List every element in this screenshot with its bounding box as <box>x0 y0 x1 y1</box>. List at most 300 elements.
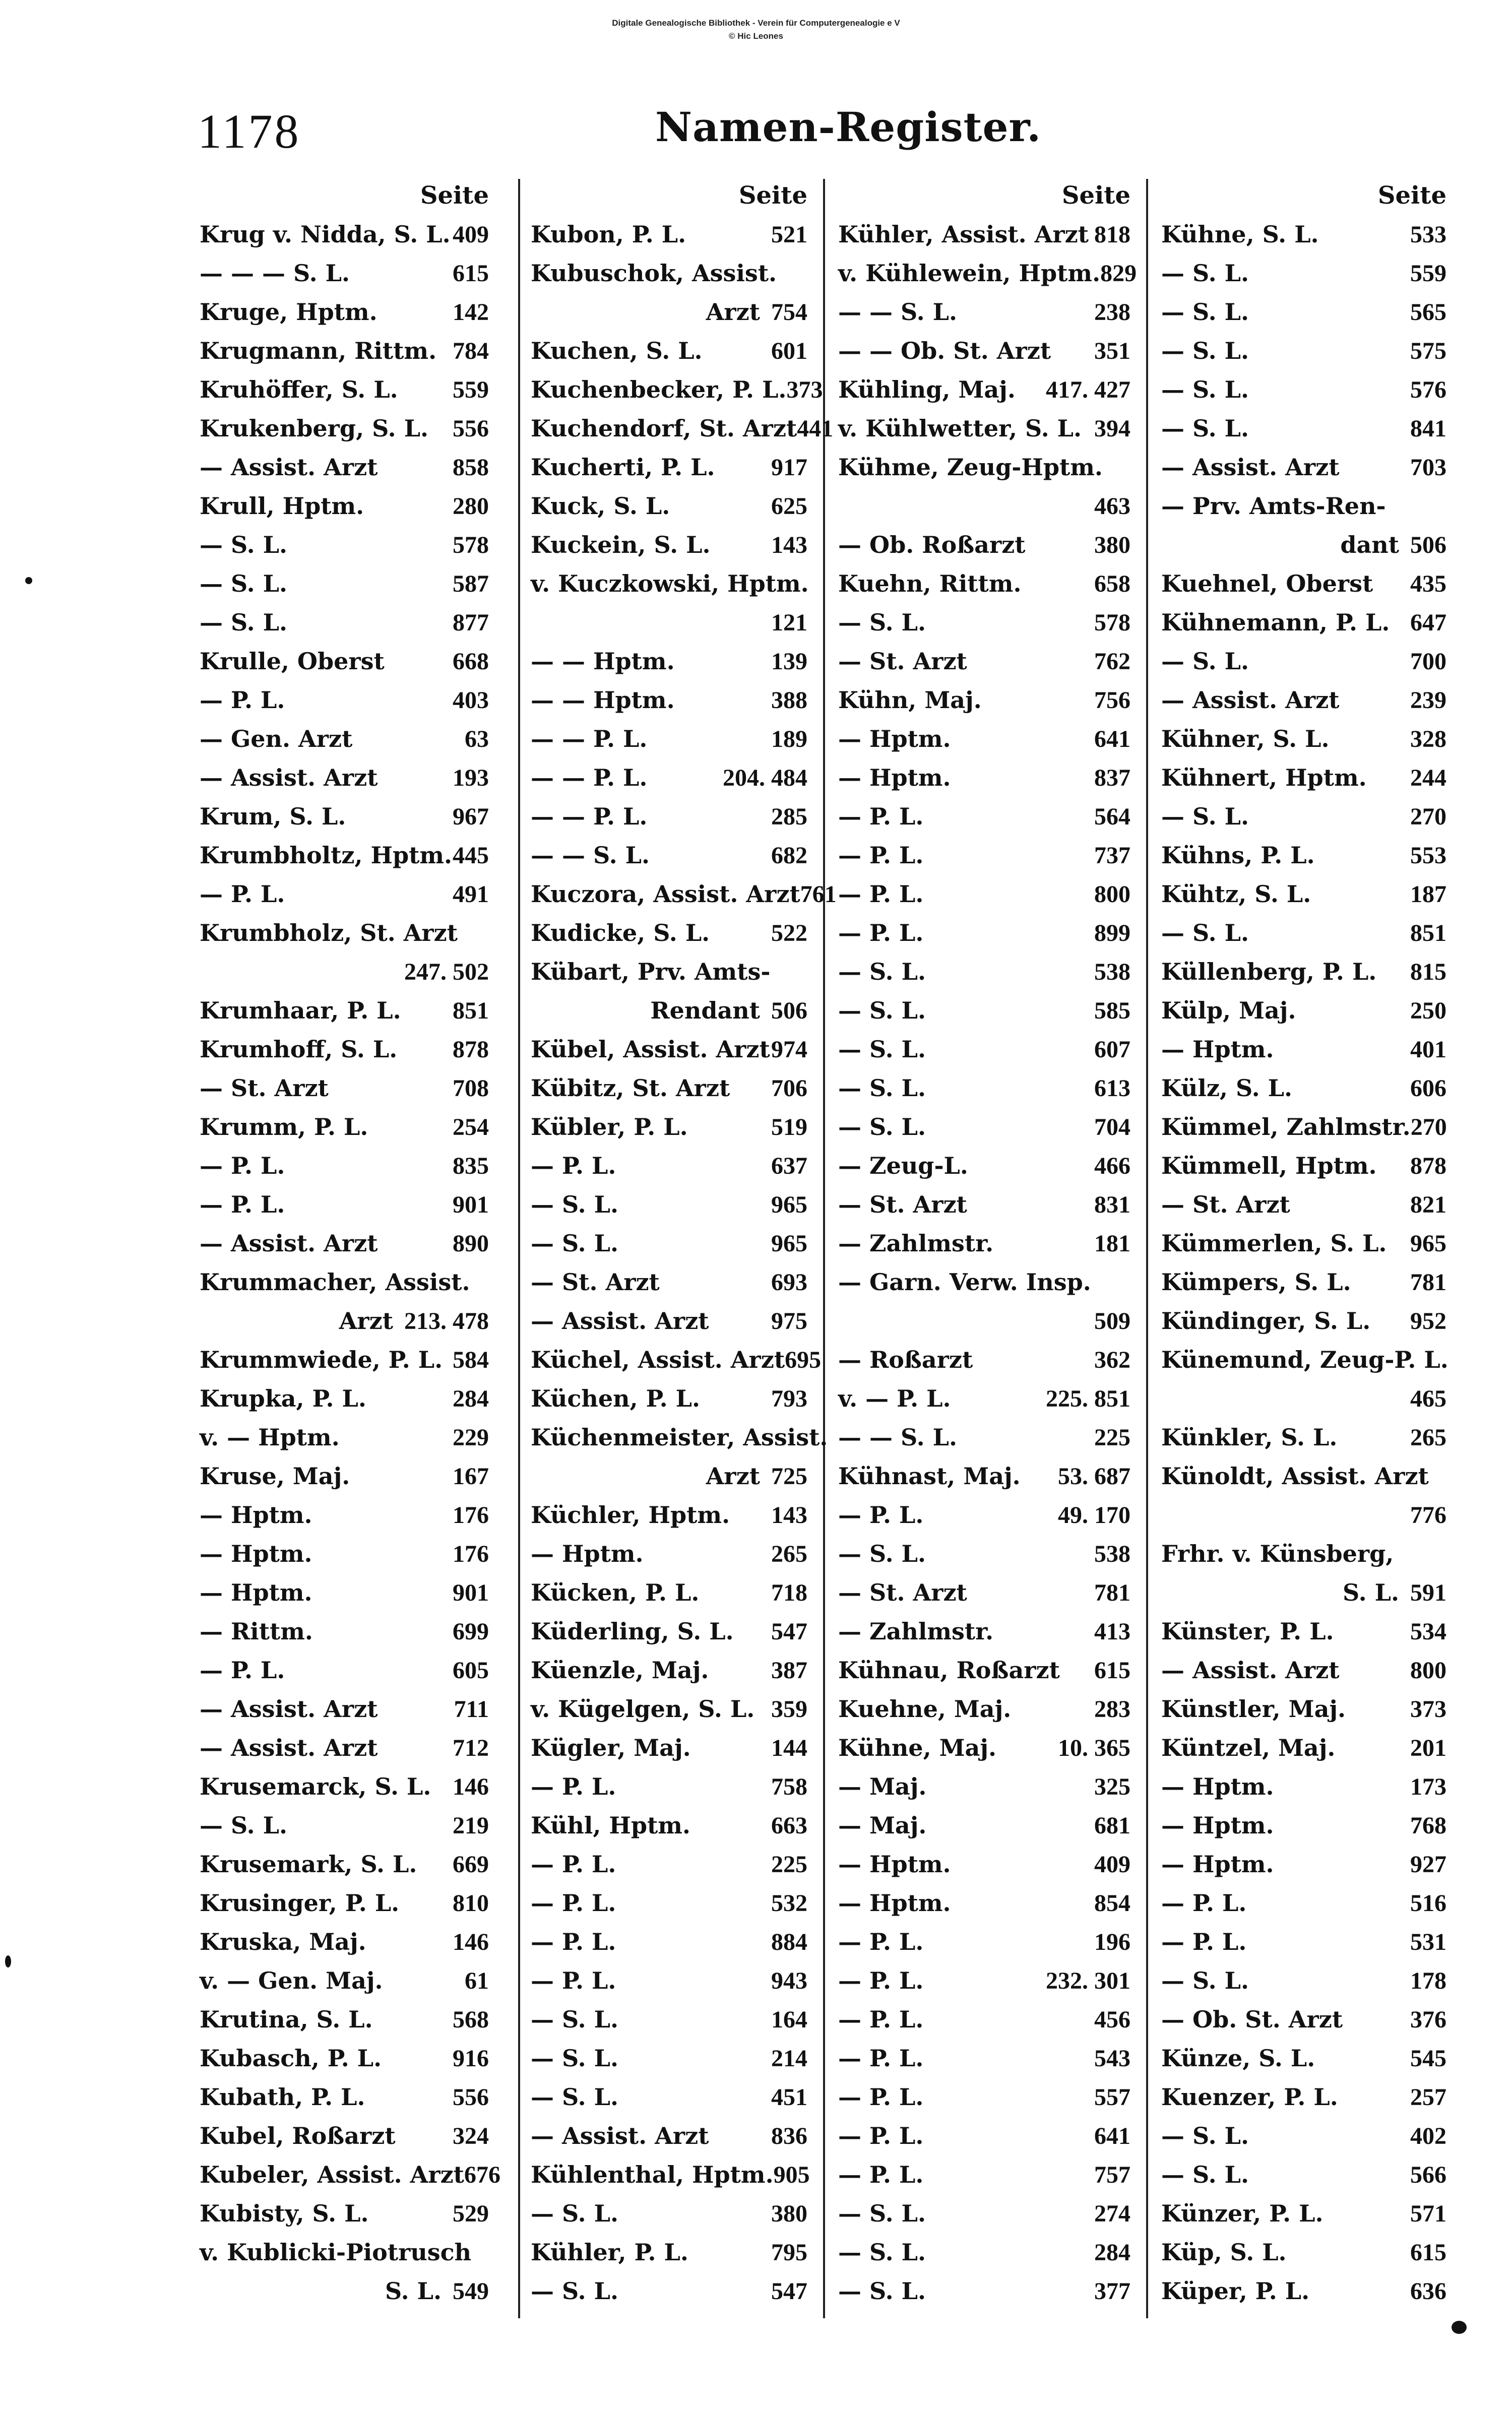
entry-name: — Roßarzt <box>838 1346 973 1373</box>
entry-name: — — — S. L. <box>200 260 350 287</box>
page-number: 1178 <box>198 104 301 158</box>
index-entry <box>531 681 807 720</box>
index-entry <box>1161 2194 1446 2233</box>
entry-page <box>471 2233 501 2272</box>
entry-page: 695 <box>785 1347 822 1373</box>
entry-name: v. Kuczkowski, Hptm. <box>531 570 809 597</box>
index-entry <box>838 1961 1130 2000</box>
index-entry <box>838 1729 1130 1767</box>
entry-page: 615 <box>1094 1657 1130 1684</box>
entry-name: — — Hptm. <box>531 648 675 675</box>
index-entry <box>531 642 807 681</box>
entry-page: 795 <box>771 2239 807 2266</box>
entry-page: 587 <box>453 570 489 597</box>
index-entry <box>1161 1108 1446 1147</box>
entry-name: Krugmann, Rittm. <box>200 337 437 364</box>
entry-page: 899 <box>1094 920 1130 946</box>
entry-page: 571 <box>1410 2200 1446 2227</box>
entry-page: 905 <box>773 2162 810 2188</box>
entry-name: — S. L. <box>838 958 926 985</box>
index-entry <box>531 370 823 409</box>
index-entry <box>1161 1224 1446 1263</box>
index-entry <box>531 720 807 758</box>
entry-name: Kudicke, S. L. <box>531 919 710 946</box>
entry-page: 417. 427 <box>1046 376 1130 403</box>
entry-page: 781 <box>1410 1269 1446 1296</box>
index-column-1 <box>200 176 500 2311</box>
entry-name: Kruse, Maj. <box>200 1463 350 1490</box>
entry-name <box>200 953 404 991</box>
index-entry <box>838 1302 1130 1341</box>
entry-name: Krumhaar, P. L. <box>200 997 401 1024</box>
index-entry <box>200 1263 489 1302</box>
entry-page: 376 <box>1410 2006 1446 2033</box>
entry-name: — P. L. <box>1161 1928 1247 1955</box>
index-entry <box>838 1379 1130 1418</box>
entry-name: Küchler, Hptm. <box>531 1501 730 1529</box>
entry-page: 557 <box>1094 2084 1130 2111</box>
entry-name: Kühner, S. L. <box>1161 725 1330 752</box>
entry-name: — St. Arzt <box>1161 1191 1290 1218</box>
index-entry <box>838 2155 1130 2194</box>
index-entry <box>838 2000 1130 2039</box>
entry-name: — S. L. <box>838 1113 926 1140</box>
entry-name: — P. L. <box>838 2006 924 2033</box>
index-entry <box>200 2272 489 2311</box>
entry-name <box>531 603 771 642</box>
index-entry <box>531 564 807 603</box>
entry-name: — Prv. Amts-Ren- <box>1161 492 1386 520</box>
entry-page: 566 <box>1410 2162 1446 2188</box>
entry-name: — — P. L. <box>531 764 648 791</box>
entry-name: — Hptm. <box>531 1540 644 1567</box>
index-entry <box>200 1302 489 1341</box>
index-entry <box>1161 1806 1446 1845</box>
entry-name: — S. L. <box>838 997 926 1024</box>
entry-page: 232. 301 <box>1046 1968 1130 1994</box>
entry-name: — Assist. Arzt <box>200 1695 378 1723</box>
entry-name <box>838 1302 1094 1341</box>
entry-name: — — S. L. <box>531 842 650 869</box>
entry-page: 547 <box>771 1618 807 1645</box>
index-entry <box>200 1341 489 1379</box>
entry-page: 409 <box>1094 1851 1130 1878</box>
index-entry <box>1161 1845 1446 1884</box>
entry-page: 250 <box>1410 997 1446 1024</box>
index-entry <box>200 1806 489 1845</box>
entry-name: — S. L. <box>838 1540 926 1567</box>
entry-page: 362 <box>1094 1347 1130 1373</box>
entry-name: Künzer, P. L. <box>1161 2200 1324 2227</box>
index-entry <box>200 448 489 487</box>
entry-page: 506 <box>771 997 807 1024</box>
entry-page: 144 <box>771 1735 807 1761</box>
entry-name: Kuck, S. L. <box>531 492 670 520</box>
index-entry <box>1161 2233 1446 2272</box>
entry-page: 901 <box>453 1191 489 1218</box>
entry-page: 916 <box>453 2045 489 2072</box>
entry-page: 189 <box>771 726 807 752</box>
entry-page: 164 <box>771 2006 807 2033</box>
entry-page: 491 <box>453 881 489 908</box>
entry-page: 712 <box>453 1735 489 1761</box>
entry-page: 776 <box>1410 1502 1446 1529</box>
entry-page: 143 <box>771 532 807 558</box>
entry-page: 641 <box>1094 2123 1130 2149</box>
entry-page: 676 <box>464 2162 500 2188</box>
entry-name: Kühnau, Roßarzt <box>838 1657 1060 1684</box>
entry-page: 394 <box>1094 415 1130 442</box>
index-entry <box>200 409 489 448</box>
entry-name: Arzt <box>706 1463 760 1490</box>
entry-page: 49. 170 <box>1058 1502 1130 1529</box>
index-entry <box>838 1185 1130 1224</box>
entry-page: 531 <box>1410 1929 1446 1955</box>
index-entry <box>838 1263 1130 1302</box>
index-entry <box>531 1923 807 1961</box>
index-entry <box>1161 720 1446 758</box>
entry-page <box>809 564 839 603</box>
index-entry <box>1161 681 1446 720</box>
entry-name: — St. Arzt <box>200 1074 329 1102</box>
entry-page: 757 <box>1094 2162 1130 2188</box>
entry-page: 781 <box>1094 1579 1130 1606</box>
entry-name: Künze, S. L. <box>1161 2045 1315 2072</box>
index-entry <box>838 215 1130 254</box>
entry-page: 699 <box>453 1618 489 1645</box>
entry-name: — Hptm. <box>1161 1773 1274 1800</box>
entry-name: — Assist. Arzt <box>200 454 378 481</box>
index-entry <box>1161 254 1446 293</box>
entry-name: Kübel, Assist. Arzt <box>531 1036 770 1063</box>
entry-page <box>777 953 807 991</box>
entry-page: 516 <box>1410 1890 1446 1917</box>
index-entry <box>531 2078 807 2117</box>
entry-page <box>1103 448 1133 487</box>
entry-name: — Assist. Arzt <box>1161 686 1340 714</box>
entry-name: — S. L. <box>1161 298 1249 326</box>
index-entry <box>838 1496 1130 1535</box>
entry-page: 543 <box>1094 2045 1130 2072</box>
entry-name: — S. L. <box>838 2200 926 2227</box>
index-entry <box>838 603 1130 642</box>
entry-page: 529 <box>453 2200 489 2227</box>
entry-name: — Zeug-L. <box>838 1152 968 1179</box>
entry-name: Kühnert, Hptm. <box>1161 764 1367 791</box>
entry-name: — S. L. <box>1161 803 1249 830</box>
entry-name: Kuczora, Assist. Arzt <box>531 880 800 908</box>
entry-name: — S. L. <box>1161 376 1249 403</box>
entry-name: — Hptm. <box>1161 1851 1274 1878</box>
index-entry <box>1161 953 1446 991</box>
entry-name: — St. Arzt <box>838 1191 967 1218</box>
entry-page: 204. 484 <box>723 765 807 791</box>
index-entry <box>200 1108 489 1147</box>
entry-name: Külp, Maj. <box>1161 997 1296 1024</box>
entry-name: Krumhoff, S. L. <box>200 1036 398 1063</box>
entry-name: — — Ob. St. Arzt <box>838 337 1051 364</box>
entry-name: Krusinger, P. L. <box>200 1889 400 1917</box>
entry-page <box>1429 1457 1459 1496</box>
entry-page: 831 <box>1094 1191 1130 1218</box>
entry-page: 952 <box>1410 1308 1446 1335</box>
index-entry <box>200 875 489 914</box>
index-entry <box>200 720 489 758</box>
entry-name: — Garn. Verw. Insp. <box>838 1268 1091 1296</box>
index-entry <box>200 2233 489 2272</box>
index-entry <box>200 1729 489 1767</box>
entry-page: 575 <box>1410 338 1446 364</box>
index-entry <box>200 1535 489 1573</box>
entry-name: — P. L. <box>200 1191 285 1218</box>
entry-name: — — Hptm. <box>531 686 675 714</box>
index-entry <box>200 2000 489 2039</box>
entry-name: — P. L. <box>531 1967 616 1994</box>
entry-name: — P. L. <box>531 1152 616 1179</box>
entry-name: Kücken, P. L. <box>531 1579 700 1606</box>
entry-name: Kübart, Prv. Amts- <box>531 958 771 985</box>
entry-page: 851 <box>1410 920 1446 946</box>
entry-page: 549 <box>453 2278 489 2305</box>
entry-name: Kühn, Maj. <box>838 686 982 714</box>
index-entry <box>531 875 837 914</box>
index-entry <box>1161 2155 1446 2194</box>
index-entry <box>531 2233 807 2272</box>
index-entry <box>200 1147 489 1185</box>
index-entry <box>1161 2000 1446 2039</box>
entry-name: Künoldt, Assist. Arzt <box>1161 1463 1429 1490</box>
entry-page: 818 <box>1094 221 1130 248</box>
index-entry <box>838 1535 1130 1573</box>
index-entry <box>531 1185 807 1224</box>
entry-name: — Zahlmstr. <box>838 1230 994 1257</box>
entry-page: 568 <box>453 2006 489 2033</box>
index-entry <box>200 2194 489 2233</box>
entry-name: Kubon, P. L. <box>531 221 686 248</box>
index-entry <box>1161 1185 1446 1224</box>
entry-name: — S. L. <box>1161 415 1249 442</box>
entry-page: 284 <box>453 1385 489 1412</box>
index-entry <box>1161 1341 1446 1379</box>
entry-page: 178 <box>1410 1968 1446 1994</box>
entry-page: 837 <box>1094 765 1130 791</box>
entry-name: — S. L. <box>1161 260 1249 287</box>
index-entry <box>200 1767 489 1806</box>
entry-page: 708 <box>453 1075 489 1102</box>
index-entry <box>531 1651 807 1690</box>
entry-page: 761 <box>800 881 837 908</box>
index-entry <box>1161 1573 1446 1612</box>
entry-name: — Hptm. <box>200 1579 312 1606</box>
entry-page: 519 <box>771 1114 807 1140</box>
entry-page: 890 <box>453 1230 489 1257</box>
index-entry <box>200 332 489 370</box>
index-entry <box>200 1884 489 1923</box>
entry-page: 435 <box>1410 570 1446 597</box>
index-entry <box>531 1496 807 1535</box>
entry-page: 965 <box>1410 1230 1446 1257</box>
index-entry <box>838 487 1130 526</box>
entry-page: 402 <box>1410 2123 1446 2149</box>
entry-name: Kühnemann, P. L. <box>1161 609 1390 636</box>
index-entry <box>1161 1147 1446 1185</box>
entry-name: — S. L. <box>838 1036 926 1063</box>
entry-page: 534 <box>1410 1618 1446 1645</box>
entry-name: Kubel, Roßarzt <box>200 2122 396 2149</box>
entry-name: Kübitz, St. Arzt <box>531 1074 730 1102</box>
entry-name <box>1161 1379 1410 1418</box>
entry-page: 146 <box>453 1929 489 1955</box>
index-entry <box>531 603 807 642</box>
entry-page: 270 <box>1410 803 1446 830</box>
index-entry <box>1161 2039 1446 2078</box>
entry-name: — Assist. Arzt <box>531 2122 709 2149</box>
index-entry <box>1161 1030 1446 1069</box>
entry-name: Külz, S. L. <box>1161 1074 1293 1102</box>
entry-name: v. — P. L. <box>838 1385 951 1412</box>
entry-name: — P. L. <box>838 919 924 946</box>
index-entry <box>838 797 1130 836</box>
entry-page: 401 <box>1410 1036 1446 1063</box>
index-entry <box>531 1147 807 1185</box>
entry-name: — P. L. <box>531 1889 616 1917</box>
entry-name: Kruhöffer, S. L. <box>200 376 398 403</box>
entry-name: Kügler, Maj. <box>531 1734 691 1761</box>
entry-name: Küper, P. L. <box>1161 2277 1310 2305</box>
entry-page: 682 <box>771 842 807 869</box>
entry-name: Kuckein, S. L. <box>531 531 711 558</box>
entry-page: 445 <box>453 842 489 869</box>
entry-page: 451 <box>771 2084 807 2111</box>
entry-name: — S. L. <box>838 2239 926 2266</box>
entry-name: — S. L. <box>531 1230 618 1257</box>
entry-name: — Assist. Arzt <box>200 1230 378 1257</box>
index-entry <box>531 487 807 526</box>
index-entry <box>200 254 489 293</box>
entry-name: — S. L. <box>1161 648 1249 675</box>
entry-page: 142 <box>453 299 489 326</box>
index-entry <box>838 1418 1130 1457</box>
entry-page: 373 <box>1410 1696 1446 1723</box>
entry-name: — St. Arzt <box>531 1268 660 1296</box>
entry-page: 615 <box>453 260 489 287</box>
entry-page: 380 <box>1094 532 1130 558</box>
entry-page: 239 <box>1410 687 1446 714</box>
entry-name: — Hptm. <box>200 1501 312 1529</box>
entry-name: v. Kühlewein, Hptm. <box>838 260 1101 287</box>
index-entry <box>531 1767 807 1806</box>
index-entry <box>838 720 1130 758</box>
index-entry <box>838 1224 1130 1263</box>
entry-page: 927 <box>1410 1851 1446 1878</box>
index-entry <box>1161 564 1446 603</box>
index-entry <box>531 1961 807 2000</box>
entry-name: Küchenmeister, Assist. <box>531 1424 828 1451</box>
entry-page: 193 <box>453 765 489 791</box>
index-entry <box>1161 1767 1446 1806</box>
entry-name: Kühnast, Maj. <box>838 1463 1021 1490</box>
entry-name: Kubisty, S. L. <box>200 2200 369 2227</box>
entry-name: v. Kühlwetter, S. L. <box>838 415 1082 442</box>
index-entry <box>531 2117 807 2155</box>
credit-line: Digitale Genealogische Bibliothek - Verein für Computergenealogie e V <box>612 18 900 28</box>
index-entry <box>531 991 807 1030</box>
entry-name: — P. L. <box>838 803 924 830</box>
entry-name: Kühler, Assist. Arzt <box>838 221 1089 248</box>
index-entry <box>531 448 807 487</box>
entry-page: 53. 687 <box>1058 1463 1130 1490</box>
entry-page: 605 <box>453 1657 489 1684</box>
entry-page: 387 <box>771 1657 807 1684</box>
scan-speck <box>5 1955 11 1968</box>
index-entry <box>531 1069 807 1108</box>
index-entry <box>200 293 489 332</box>
entry-name: — St. Arzt <box>838 1579 967 1606</box>
entry-page: 669 <box>453 1851 489 1878</box>
entry-name: Kübler, P. L. <box>531 1113 688 1140</box>
entry-page: 974 <box>771 1036 807 1063</box>
entry-page: 703 <box>1410 454 1446 481</box>
index-entry <box>200 1224 489 1263</box>
entry-page: 917 <box>771 454 807 481</box>
index-entry <box>838 758 1130 797</box>
entry-page: 143 <box>771 1502 807 1529</box>
index-entry <box>200 1030 489 1069</box>
entry-page: 270 <box>1410 1114 1447 1140</box>
entry-page: 351 <box>1094 338 1130 364</box>
index-entry <box>1161 1069 1446 1108</box>
entry-page: 173 <box>1410 1773 1446 1800</box>
entry-name: Krusemarck, S. L. <box>200 1773 431 1800</box>
entry-name: Kühne, Maj. <box>838 1734 996 1761</box>
entry-name: Künster, P. L. <box>1161 1618 1334 1645</box>
entry-name: v. Kügelgen, S. L. <box>531 1695 755 1723</box>
index-entry <box>1161 758 1446 797</box>
entry-name: — P. L. <box>200 1152 285 1179</box>
entry-page: 559 <box>1410 260 1446 287</box>
entry-page <box>470 1263 500 1302</box>
index-entry <box>1161 914 1446 953</box>
entry-name: Kubuschok, Assist. <box>531 260 777 287</box>
entry-name: v. Kublicki-Piotrusch <box>200 2239 472 2266</box>
entry-name: — Assist. Arzt <box>531 1307 709 1335</box>
entry-name: — P. L. <box>838 880 924 908</box>
entry-name: Arzt <box>706 298 760 326</box>
entry-name: Krusemark, S. L. <box>200 1851 417 1878</box>
index-entry <box>531 1573 807 1612</box>
index-entry <box>1161 1535 1446 1573</box>
entry-name: v. — Hptm. <box>200 1424 340 1451</box>
entry-page: 556 <box>453 2084 489 2111</box>
entry-page: 538 <box>1094 1541 1130 1567</box>
index-entry <box>1161 991 1446 1030</box>
entry-page: 465 <box>1410 1385 1446 1412</box>
index-entry <box>200 1379 489 1418</box>
entry-page: 522 <box>771 920 807 946</box>
index-entry <box>200 2039 489 2078</box>
entry-name: S. L. <box>385 2277 442 2305</box>
entry-name: — Maj. <box>838 1773 927 1800</box>
entry-name: Kuchendorf, St. Arzt <box>531 415 797 442</box>
index-entry <box>1161 797 1446 836</box>
entry-page: 176 <box>453 1541 489 1567</box>
entry-page <box>1416 1535 1446 1573</box>
entry-page: 388 <box>771 687 807 714</box>
entry-page: 559 <box>453 376 489 403</box>
index-entry <box>200 836 489 875</box>
entry-page: 965 <box>771 1191 807 1218</box>
entry-name: — P. L. <box>531 1928 616 1955</box>
